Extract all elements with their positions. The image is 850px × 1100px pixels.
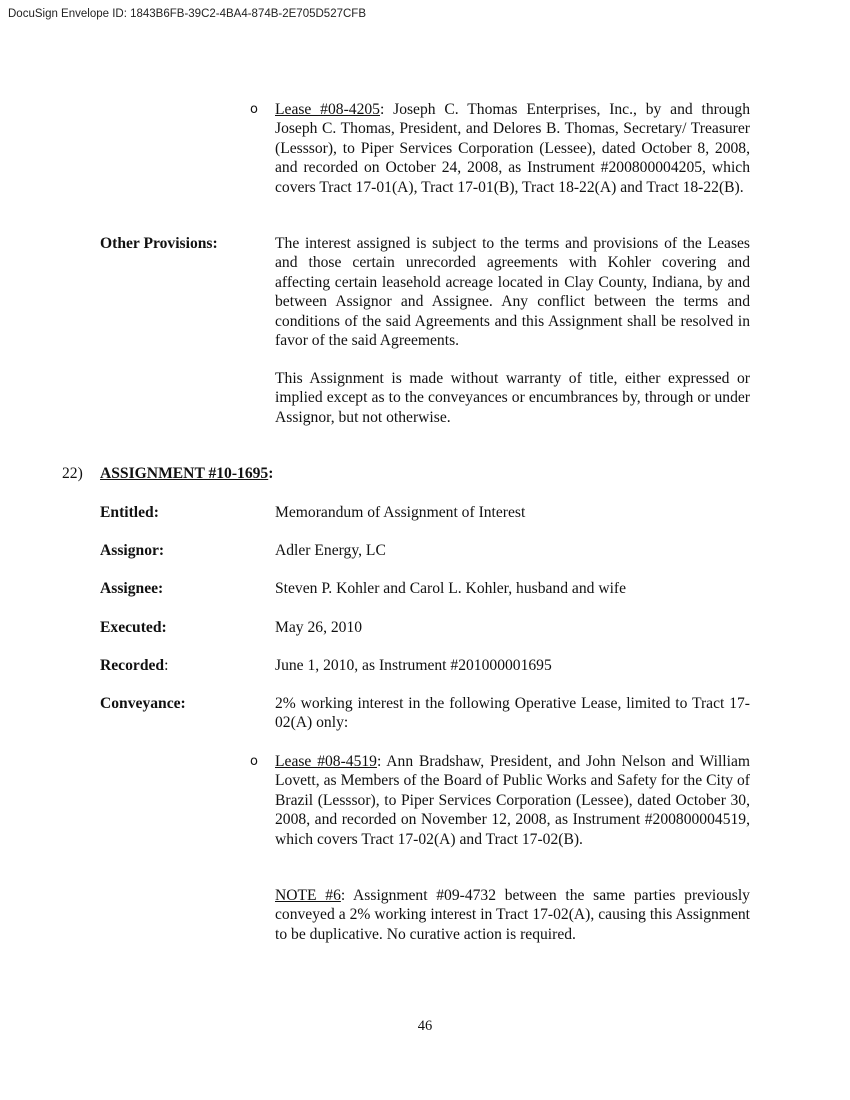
lease-08-4205-item: [275, 100, 750, 197]
recorded-label: Recorded: [100, 657, 165, 674]
recorded-label-colon: :: [164, 657, 169, 674]
bullet-marker: o: [250, 102, 258, 117]
executed-label: Executed:: [100, 619, 167, 636]
note-6-text: : Assignment #09-4732 between the same parties previously conveyed a 2% working interest in Tract 17-02(A), causing this Assignment to be duplicative. No curative action is required.: [275, 887, 750, 943]
lease-08-4519-ref: Lease #08-4519: [275, 753, 377, 770]
other-provisions-label: Other Provisions:: [100, 235, 218, 252]
recorded-label-group: [100, 656, 168, 675]
lease-08-4519-text: : Ann Bradshaw, President, and John Nelson and William Lovett, as Members of the Board of Public Works and Safety for the City of Brazil (Lesssor), to Piper Services Corporation (Lessee), dated October 30, 2008, and recorded on November 12, 2008, as Instrument #200800004519, which covers Tract 17-02(A) and Tract 17-02(B).: [275, 753, 750, 848]
assignee-label: Assignee:: [100, 580, 164, 597]
bullet-marker: o: [250, 754, 258, 769]
lease-08-4205-ref: Lease #08-4205: [275, 101, 380, 118]
docusign-envelope-id: DocuSign Envelope ID: 1843B6FB-39C2-4BA4-874B-2E705D527CFB: [8, 8, 366, 20]
entitled-value: Memorandum of Assignment of Interest: [275, 504, 526, 521]
assignee-value: Steven P. Kohler and Carol L. Kohler, husband and wife: [275, 580, 627, 597]
conveyance-label: Conveyance:: [100, 695, 186, 712]
note-6-ref: NOTE #6: [275, 887, 341, 904]
note-6: [275, 886, 750, 944]
other-provisions-paragraph-1: The interest assigned is subject to the terms and provisions of the Leases and those certain unrecorded agreements with Kohler covering and affecting certain leasehold acreage located in Clay County, Indiana, by and between Assignor and Assignee. Any conflict between the terms and conditions of the said Agreements and this Assignment shall be resolved in favor of the said Agreements.: [275, 235, 750, 350]
entitled-label: Entitled:: [100, 504, 159, 521]
assignor-value: Adler Energy, LC: [275, 542, 386, 559]
executed-value: May 26, 2010: [275, 619, 363, 636]
recorded-value: June 1, 2010, as Instrument #201000001695: [275, 657, 552, 674]
other-provisions-paragraph-2: This Assignment is made without warranty of title, either expressed or implied except as to the conveyances or encumbrances by, through or under Assignor, but not otherwise.: [275, 370, 750, 426]
section-heading: [100, 464, 273, 483]
lease-08-4519-item: [275, 752, 750, 849]
page-number: 46: [417, 1018, 433, 1034]
section-title: ASSIGNMENT #10-1695: [100, 465, 269, 482]
conveyance-value: 2% working interest in the following Operative Lease, limited to Tract 17-02(A) only:: [275, 695, 750, 732]
assignor-label: Assignor:: [100, 542, 165, 559]
lease-08-4205-text: : Joseph C. Thomas Enterprises, Inc., by and through Joseph C. Thomas, President, and Delores B. Thomas, Secretary/ Treasurer (Lesssor), to Piper Services Corporation (Lessee), dated October 8, 2008, and recorded on October 24, 2008, as Instrument #200800004205, which covers Tract 17-01(A), Tract 17-01(B), Tract 18-22(A) and Tract 18-22(B).: [275, 101, 750, 196]
section-number: 22): [62, 465, 83, 482]
section-title-colon: :: [268, 465, 274, 482]
